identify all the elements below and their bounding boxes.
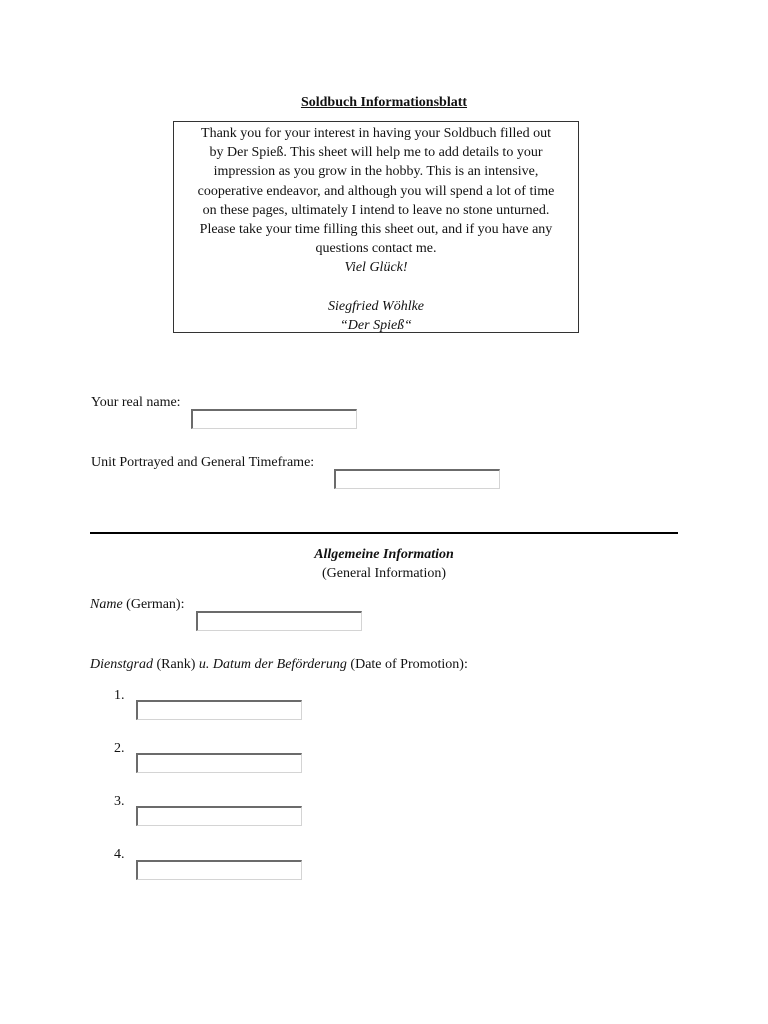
rank-label-italic-2: u. Datum der Beförderung (198, 657, 347, 672)
signature-title: “Der Spieß“ (340, 317, 412, 333)
name-german-field[interactable] (196, 611, 362, 631)
rank-field-2[interactable] (136, 753, 302, 773)
intro-closing: Viel Glück! (344, 260, 408, 276)
section-divider (90, 532, 678, 534)
intro-line: Thank you for your interest in having your Soldbuch filled out (201, 126, 551, 141)
name-german-label-italic: Name (90, 597, 123, 612)
intro-line: questions contact me. (315, 241, 437, 257)
rank-field-4[interactable] (136, 860, 302, 880)
intro-box (173, 121, 579, 333)
unit-field[interactable] (334, 469, 500, 489)
intro-line: by Der Spieß. This sheet will help me to add details to your (209, 145, 543, 161)
rank-label-italic-1: Dienstgrad (90, 657, 153, 672)
intro-line: cooperative endeavor, and although you will spend a lot of time (197, 183, 555, 199)
intro-line: impression as you grow in the hobby. This is an intensive, (213, 164, 539, 180)
rank-item-number-1: 1. (114, 688, 125, 703)
name-german-label-rest: (German): (122, 597, 185, 612)
section-title: Allgemeine Information (314, 547, 454, 562)
intro-line: Please take your time filling this sheet out, and if you have any (199, 222, 553, 238)
rank-field-1[interactable] (136, 700, 302, 720)
section-subtitle: (General Information) (322, 566, 446, 581)
intro-line: on these pages, ultimately I intend to leave no stone unturned. (202, 202, 550, 218)
real-name-label: Your real name: (91, 395, 181, 410)
rank-label-plain-2: (Date of Promotion): (346, 657, 468, 672)
unit-label: Unit Portrayed and General Timeframe: (91, 455, 315, 470)
signature-name: Siegfried Wöhlke (327, 298, 425, 314)
page-title: Soldbuch Informationsblatt (300, 95, 468, 110)
rank-item-number-2: 2. (114, 741, 125, 756)
rank-label-plain-1: (Rank) (153, 657, 199, 672)
rank-item-number-4: 4. (114, 847, 125, 862)
rank-label (90, 657, 468, 673)
rank-item-number-3: 3. (114, 794, 125, 809)
real-name-field[interactable] (191, 409, 357, 429)
name-german-label (90, 597, 184, 613)
intro-spacer (174, 278, 578, 297)
rank-field-3[interactable] (136, 806, 302, 826)
